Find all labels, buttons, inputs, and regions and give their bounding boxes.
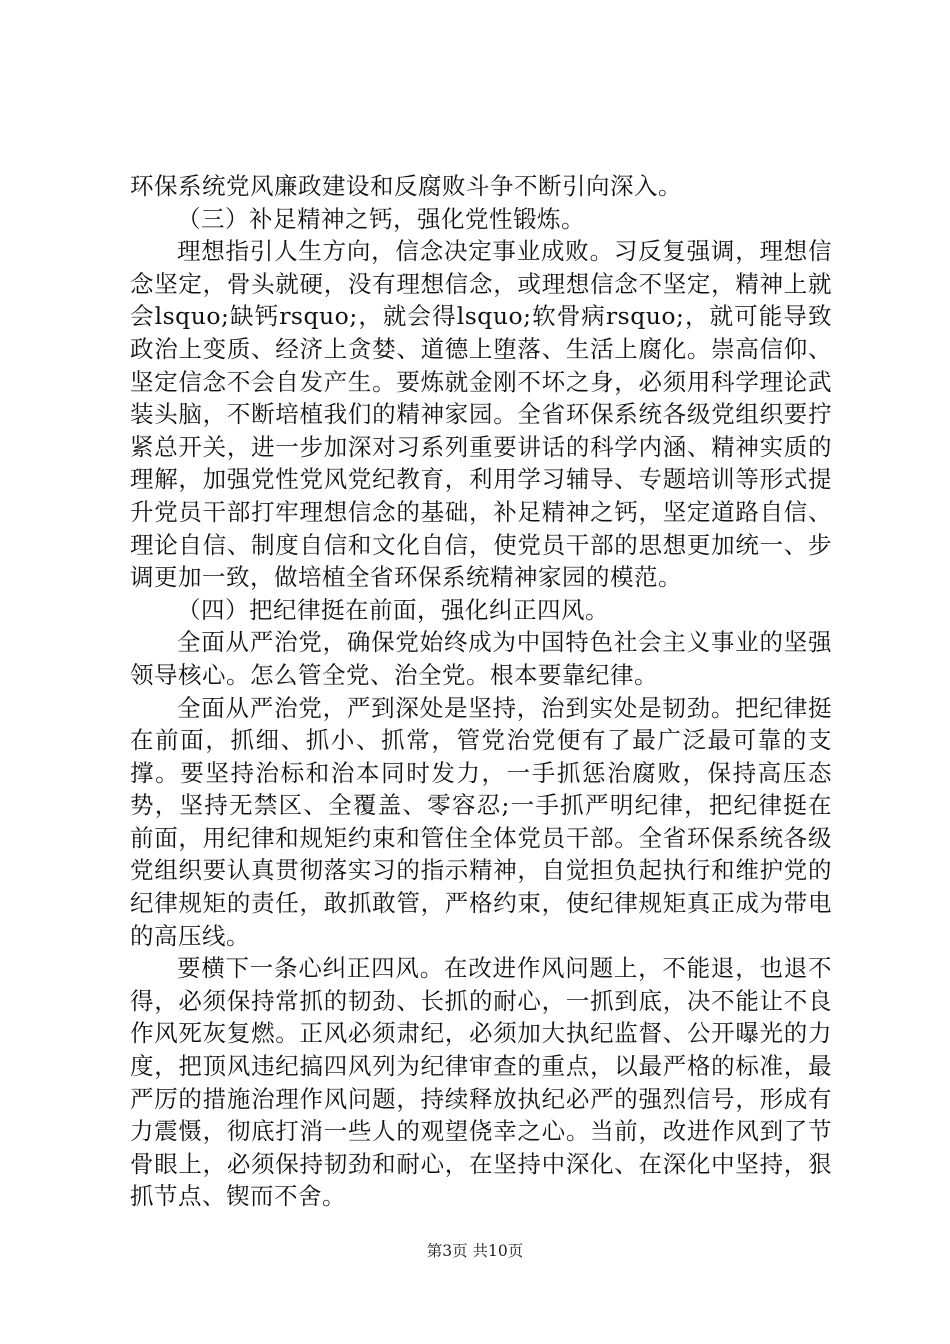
paragraph-discipline: 全面从严治党，严到深处是坚持，治到实处是韧劲。把纪律挺在前面，抓细、抓小、抓常，管党治党便有了最广泛最可靠的支撑。要坚持治标和治本同时发力，一手抓惩治腐败，保持高压态势，坚持无禁区、全覆盖、零容忍;一手抓严明纪律，把纪律挺在前面，用纪律和规矩约束和管住全体党员干部。全省环保系统各级党组织要认真贯彻落实习的指示精神，自觉担负起执行和维护党的纪律规矩的责任，敢抓敢管，严格约束，使纪律规矩真正成为带电的高压线。 xyxy=(130,693,832,950)
page-number-footer: 第3页 共10页 xyxy=(426,1242,524,1260)
paragraph-four-styles: 要横下一条心纠正四风。在改进作风问题上，不能退，也退不得，必须保持常抓的韧劲、长抓的耐心，一抓到底，决不能让不良作风死灰复燃。正风必须肃纪，必须加大执纪监督、公开曝光的力度，把顶风违纪搞四风列为纪律审查的重点，以最严格的标准，最严厉的措施治理作风问题，持续释放执纪必严的强烈信号，形成有力震慑，彻底打消一些人的观望侥幸之心。当前，改进作风到了节骨眼上，必须保持韧劲和耐心，在坚持中深化、在深化中坚持，狠抓节点、锲而不舍。 xyxy=(130,954,832,1211)
paragraph-ideals: 理想指引人生方向，信念决定事业成败。习反复强调，理想信念坚定，骨头就硬，没有理想信念，或理想信念不坚定，精神上就会lsquo;缺钙rsquo;，就会得lsquo;软骨病rsquo;，就可能导致政治上变质、经济上贪婪、道德上堕落、生活上腐化。崇高信仰、坚定信念不会自发产生。要炼就金刚不坏之身，必须用科学理论武装头脑，不断培植我们的精神家园。全省环保系统各级党组织要拧紧总开关，进一步加深对习系列重要讲话的科学内涵、精神实质的理解，加强党性党风党纪教育，利用学习辅导、专题培训等形式提升党员干部打牢理想信念的基础，补足精神之钙，坚定道路自信、理论自信、制度自信和文化自信，使党员干部的思想更加统一、步调更加一致，做培植全省环保系统精神家园的模范。 xyxy=(130,237,832,592)
section-heading-4: （四）把纪律挺在前面，强化纠正四风。 xyxy=(177,595,609,624)
section-heading-3: （三）补足精神之钙，强化党性锻炼。 xyxy=(177,204,585,233)
paragraph-strict-governance: 全面从严治党，确保党始终成为中国特色社会主义事业的坚强领导核心。怎么管全党、治全党。根本要靠纪律。 xyxy=(130,628,832,689)
paragraph-continuation: 环保系统党风廉政建设和反腐败斗争不断引向深入。 xyxy=(130,172,682,200)
document-body xyxy=(130,170,832,1213)
